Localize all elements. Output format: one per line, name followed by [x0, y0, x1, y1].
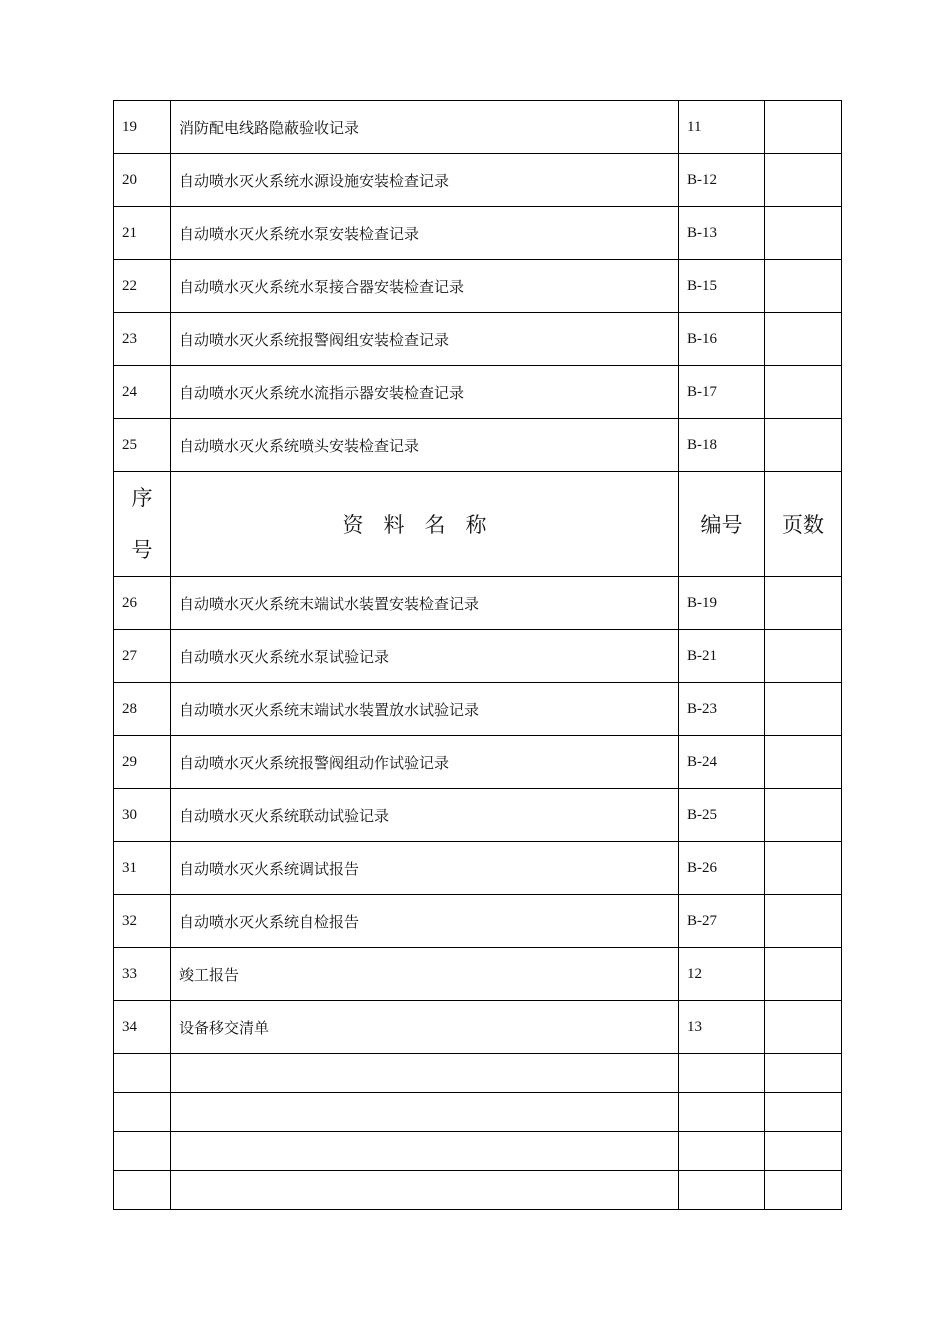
record-code: B-12: [679, 154, 765, 207]
record-code: B-21: [679, 630, 765, 683]
row-number: 32: [114, 895, 171, 948]
header-sequence-char-2: 号: [131, 538, 153, 562]
row-number: 27: [114, 630, 171, 683]
record-code: B-26: [679, 842, 765, 895]
empty-cell: [171, 1171, 679, 1210]
empty-row: [114, 1171, 842, 1210]
table-row: [114, 101, 842, 154]
header-pages: 页数: [765, 472, 842, 577]
page-count: [765, 101, 842, 154]
table-row: [114, 789, 842, 842]
empty-cell: [171, 1054, 679, 1093]
row-number: 22: [114, 260, 171, 313]
empty-cell: [765, 1093, 842, 1132]
row-number: 30: [114, 789, 171, 842]
record-code: B-16: [679, 313, 765, 366]
record-code: B-24: [679, 736, 765, 789]
record-code: B-23: [679, 683, 765, 736]
page-count: [765, 366, 842, 419]
empty-cell: [171, 1132, 679, 1171]
empty-cell: [679, 1093, 765, 1132]
page-count: [765, 948, 842, 1001]
row-number: 26: [114, 577, 171, 630]
table-row: [114, 419, 842, 472]
record-name: 消防配电线路隐蔽验收记录: [171, 101, 679, 154]
record-name: 自动喷水灭火系统末端试水装置放水试验记录: [171, 683, 679, 736]
row-number: 31: [114, 842, 171, 895]
row-number: 28: [114, 683, 171, 736]
empty-cell: [765, 1171, 842, 1210]
table-row: [114, 736, 842, 789]
record-name: 自动喷水灭火系统水泵安装检查记录: [171, 207, 679, 260]
page-count: [765, 154, 842, 207]
empty-cell: [765, 1054, 842, 1093]
page-count: [765, 419, 842, 472]
table-row: [114, 683, 842, 736]
header-sequence: [114, 472, 171, 577]
empty-cell: [114, 1093, 171, 1132]
record-name: 自动喷水灭火系统报警阀组安装检查记录: [171, 313, 679, 366]
record-name: 竣工报告: [171, 948, 679, 1001]
empty-row: [114, 1093, 842, 1132]
empty-cell: [114, 1171, 171, 1210]
page-count: [765, 842, 842, 895]
record-name: 自动喷水灭火系统联动试验记录: [171, 789, 679, 842]
record-name: 自动喷水灭火系统水流指示器安装检查记录: [171, 366, 679, 419]
record-code: B-15: [679, 260, 765, 313]
table-row: [114, 260, 842, 313]
table-row: [114, 154, 842, 207]
table-row: [114, 1001, 842, 1054]
record-name: 自动喷水灭火系统自检报告: [171, 895, 679, 948]
empty-cell: [171, 1093, 679, 1132]
row-number: 25: [114, 419, 171, 472]
empty-row: [114, 1132, 842, 1171]
row-number: 20: [114, 154, 171, 207]
record-code: B-17: [679, 366, 765, 419]
record-name: 自动喷水灭火系统末端试水装置安装检查记录: [171, 577, 679, 630]
page-count: [765, 207, 842, 260]
row-number: 19: [114, 101, 171, 154]
header-code: 编号: [679, 472, 765, 577]
record-code: B-27: [679, 895, 765, 948]
table-row: [114, 207, 842, 260]
record-code: 13: [679, 1001, 765, 1054]
record-name: 设备移交清单: [171, 1001, 679, 1054]
page-count: [765, 789, 842, 842]
table-row: [114, 366, 842, 419]
empty-cell: [679, 1132, 765, 1171]
header-sequence-char-1: 序: [131, 486, 153, 510]
row-number: 34: [114, 1001, 171, 1054]
row-number: 33: [114, 948, 171, 1001]
record-name: 自动喷水灭火系统报警阀组动作试验记录: [171, 736, 679, 789]
page-count: [765, 1001, 842, 1054]
empty-cell: [114, 1054, 171, 1093]
row-number: 24: [114, 366, 171, 419]
table-row: [114, 313, 842, 366]
page-count: [765, 313, 842, 366]
record-code: B-19: [679, 577, 765, 630]
page-count: [765, 683, 842, 736]
document-index-table: [113, 100, 842, 1210]
empty-cell: [114, 1132, 171, 1171]
row-number: 29: [114, 736, 171, 789]
empty-cell: [679, 1171, 765, 1210]
record-name: 自动喷水灭火系统调试报告: [171, 842, 679, 895]
page-count: [765, 260, 842, 313]
empty-cell: [679, 1054, 765, 1093]
table-row: [114, 948, 842, 1001]
table-header-row: [114, 472, 842, 577]
page-count: [765, 736, 842, 789]
table-row: [114, 630, 842, 683]
table-row: [114, 895, 842, 948]
table-row: [114, 842, 842, 895]
row-number: 23: [114, 313, 171, 366]
page-count: [765, 895, 842, 948]
record-name: 自动喷水灭火系统水源设施安装检查记录: [171, 154, 679, 207]
page-count: [765, 630, 842, 683]
record-code: B-13: [679, 207, 765, 260]
page-count: [765, 577, 842, 630]
record-name: 自动喷水灭火系统水泵接合器安装检查记录: [171, 260, 679, 313]
empty-row: [114, 1054, 842, 1093]
record-code: B-18: [679, 419, 765, 472]
table-row: [114, 577, 842, 630]
empty-cell: [765, 1132, 842, 1171]
row-number: 21: [114, 207, 171, 260]
record-code: 12: [679, 948, 765, 1001]
record-name: 自动喷水灭火系统水泵试验记录: [171, 630, 679, 683]
header-name: 资料名称: [171, 472, 679, 577]
record-code: 11: [679, 101, 765, 154]
record-code: B-25: [679, 789, 765, 842]
record-name: 自动喷水灭火系统喷头安装检查记录: [171, 419, 679, 472]
